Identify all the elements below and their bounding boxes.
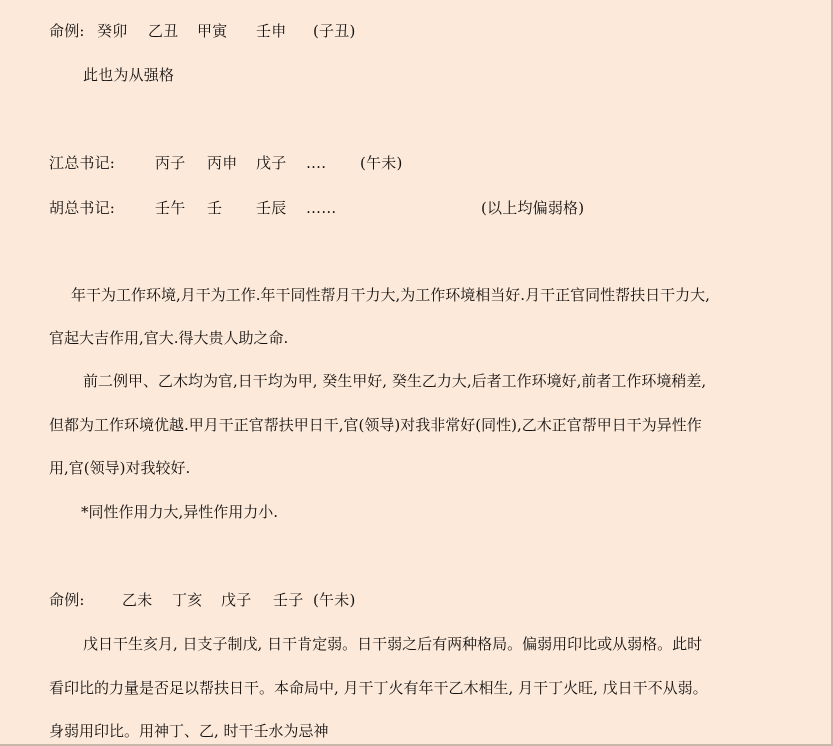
hu-label: 胡总书记: <box>49 199 116 217</box>
hour-branches: (子丑) <box>313 22 356 40</box>
jiang-pillar-1: 丙子 <box>155 154 186 172</box>
pillar-year: 癸卯 <box>97 22 128 40</box>
jiang-label: 江总书记: <box>49 154 116 172</box>
pillar-month: 乙丑 <box>148 22 179 40</box>
ex2-pillar-month: 丁亥 <box>172 591 203 609</box>
para3-line2: 看印比的力量是否足以帮扶日干。本命局中, 月干丁火有年干乙木相生, 月干丁火旺, 戊日干不从弱。 <box>49 679 708 697</box>
para2-line3: 用,官(领导)对我较好. <box>49 459 191 477</box>
hu-pillar-1: 壬午 <box>155 199 186 217</box>
jiang-hour: (午未) <box>360 154 403 172</box>
para1-line1: 年干为工作环境,月干为工作.年干同性帮月干力大,为工作环境相当好.月干正官同性帮扶日干力大, <box>71 286 710 304</box>
ex2-pillar-hour: 壬子 <box>273 591 304 609</box>
star-note: *同性作用力大,异性作用力小. <box>81 503 279 521</box>
pillar-day: 甲寅 <box>197 22 228 40</box>
ex2-hour-branches: (午未) <box>313 591 356 609</box>
example1-note: 此也为从强格 <box>83 66 175 84</box>
hu-ellipsis: …… <box>306 199 337 217</box>
example2-label: 命例: <box>49 591 85 609</box>
jiang-pillar-2: 丙申 <box>207 154 238 172</box>
hu-pillar-2: 壬 <box>207 199 223 217</box>
para3-line1: 戊日干生亥月, 日支子制戊, 日干肯定弱。日干弱之后有两种格局。偏弱用印比或从弱格。此时 <box>83 635 703 653</box>
para2-line2: 但都为工作环境优越.甲月干正官帮扶甲日干,官(领导)对我非常好(同性),乙木正官帮甲日干为异性作 <box>49 416 702 434</box>
ex2-pillar-year: 乙未 <box>122 591 153 609</box>
ex2-pillar-day: 戊子 <box>221 591 252 609</box>
jiang-pillar-3: 戊子 <box>256 154 287 172</box>
hu-note: (以上均偏弱格) <box>481 199 585 217</box>
para2-line1: 前二例甲、乙木均为官,日干均为甲, 癸生甲好, 癸生乙力大,后者工作环境好,前者工作环境稍差, <box>83 372 707 390</box>
jiang-ellipsis: …. <box>306 154 327 172</box>
example1-label: 命例: <box>49 22 85 40</box>
example2-line <box>49 590 356 730</box>
para1-line2: 官起大吉作用,官大.得大贵人助之命. <box>49 329 289 347</box>
pillar-hour: 壬申 <box>256 22 287 40</box>
para3-line3: 身弱用印比。用神丁、乙, 时干壬水为忌神 <box>49 722 329 740</box>
hu-pillar-3: 壬辰 <box>256 199 287 217</box>
